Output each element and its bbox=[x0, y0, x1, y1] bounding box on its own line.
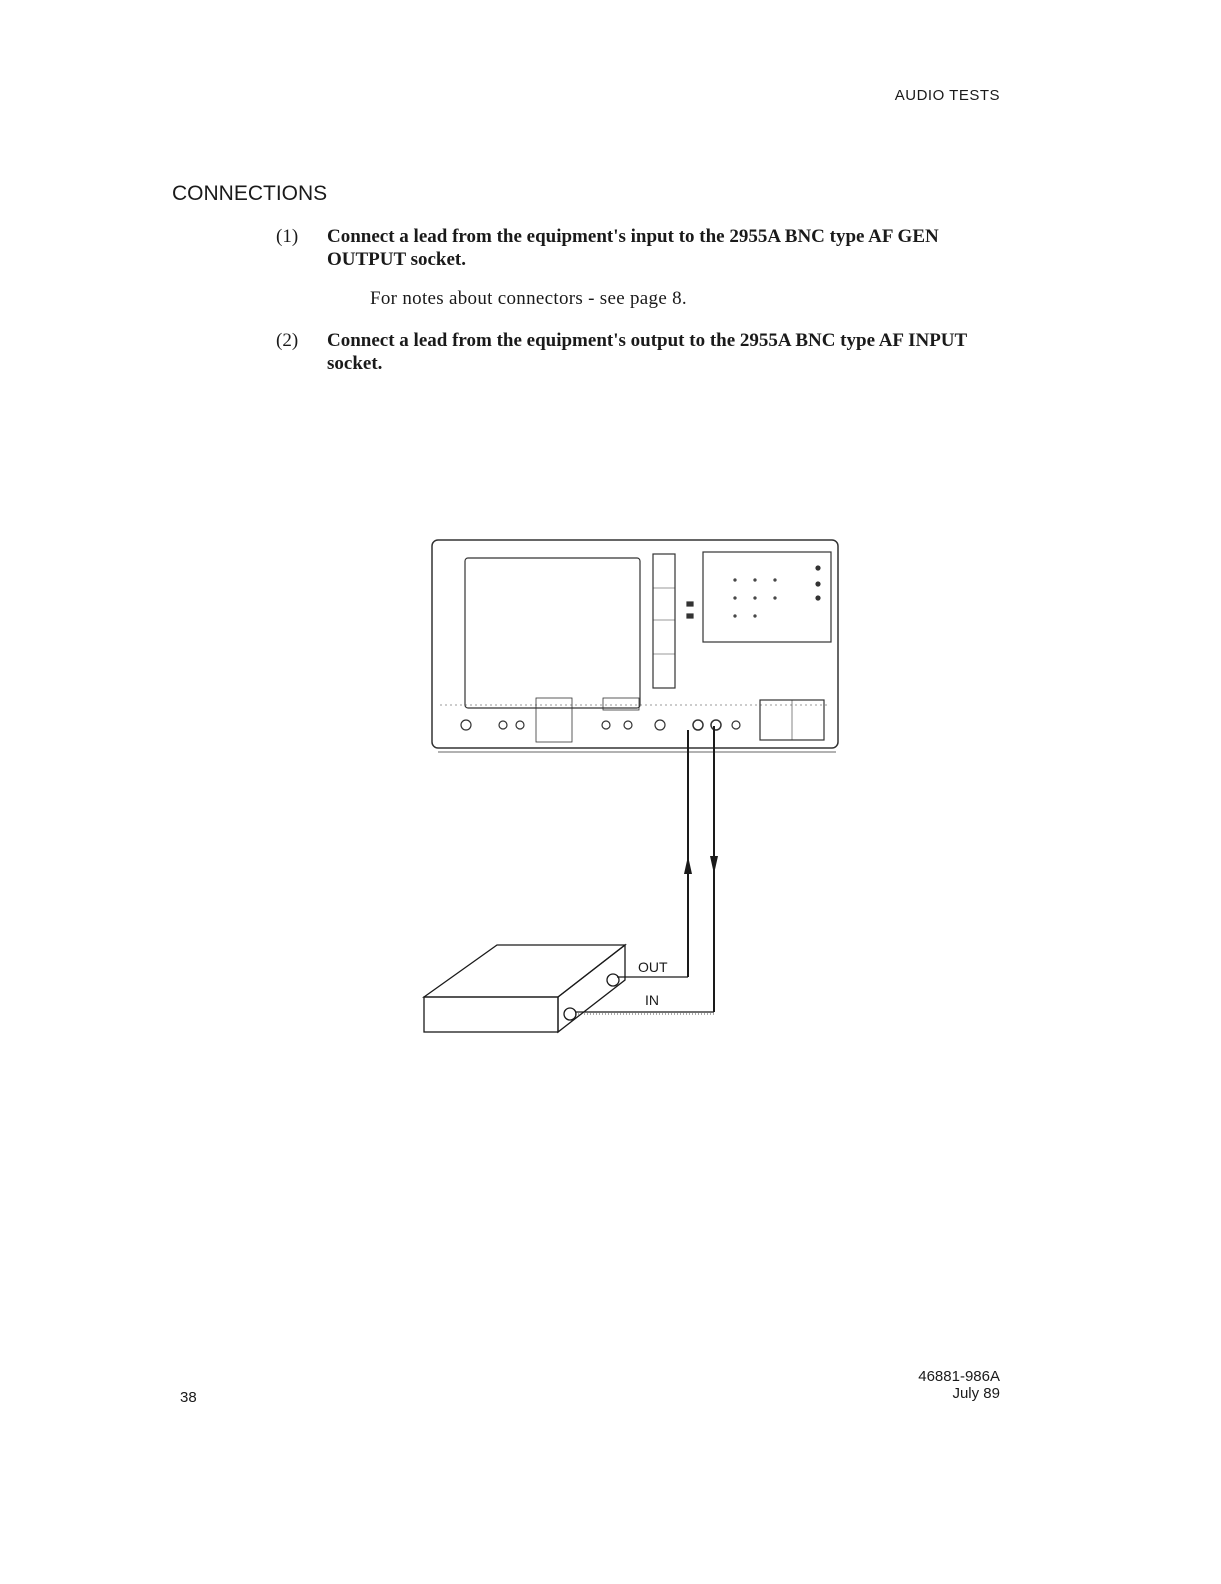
af-input-socket bbox=[693, 720, 703, 730]
step-number: (2) bbox=[276, 330, 299, 351]
equipment-box bbox=[424, 945, 625, 1032]
step-text: Connect a lead from the equipment's output to the 2955A BNC type AF INPUT socket. bbox=[327, 330, 967, 374]
display-screen bbox=[465, 558, 640, 708]
out-label: OUT bbox=[638, 959, 668, 975]
document-info bbox=[870, 1368, 1000, 1402]
test-set-front-panel bbox=[432, 540, 838, 752]
keypad-panel bbox=[703, 552, 831, 642]
document-date: July 89 bbox=[952, 1385, 1000, 1402]
soft-key-strip bbox=[653, 554, 675, 688]
step-text: Connect a lead from the equipment's input to the 2955A BNC type AF GEN OUTPUT socket. bbox=[327, 226, 939, 270]
in-socket-icon bbox=[564, 1008, 576, 1020]
page-number: 38 bbox=[180, 1389, 197, 1406]
document-number: 46881-986A bbox=[918, 1368, 1000, 1385]
connection-diagram-svg bbox=[410, 530, 860, 1050]
out-socket-icon bbox=[607, 974, 619, 986]
af-gen-output-socket bbox=[711, 720, 721, 730]
up-arrow-icon bbox=[684, 856, 692, 874]
running-header: AUDIO TESTS bbox=[894, 87, 1000, 104]
in-label: IN bbox=[645, 992, 659, 1008]
connection-diagram bbox=[410, 530, 860, 1050]
step-number: (1) bbox=[276, 226, 299, 247]
down-arrow-icon bbox=[710, 856, 718, 874]
section-title: CONNECTIONS bbox=[172, 182, 328, 205]
connector-note: For notes about connectors - see page 8. bbox=[370, 288, 687, 309]
